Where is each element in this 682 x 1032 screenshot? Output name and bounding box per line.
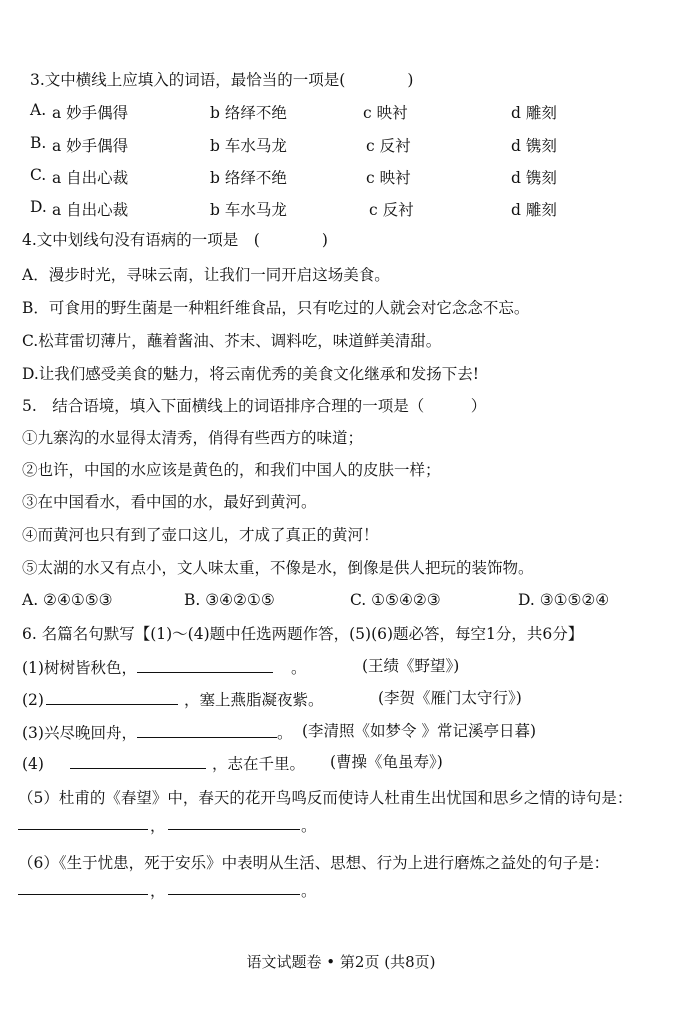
option-label: D. <box>30 198 47 216</box>
option-b-word: b 络绎不绝 <box>210 169 287 187</box>
option-c-word: c 映衬 <box>363 104 408 122</box>
q6-item-1 <box>22 656 306 678</box>
option-a-word: a 自出心裁 <box>52 201 129 219</box>
q4-option-c: C.松茸雷切薄片，蘸着酱油、芥末、调料吃，味道鲜美清甜。 <box>22 332 442 350</box>
comma: ， <box>150 817 166 835</box>
q4-option-b: B．可食用的野生菌是一种粗纤维食品，只有吃过的人就会对它念念不忘。 <box>22 299 530 317</box>
item-suffix: ，塞上燕脂凝夜紫。 <box>183 691 324 709</box>
q3-option-b <box>30 134 650 154</box>
item-suffix: 。 <box>290 659 307 677</box>
q6-item-3 <box>22 721 292 743</box>
answer-blank[interactable] <box>168 894 300 895</box>
option-d-word: d 雕刻 <box>511 201 557 219</box>
q5-choice-d: D. ③①⑤②④ <box>518 591 610 609</box>
page-footer: 语文试题卷 • 第2页 (共8页) <box>246 953 436 971</box>
q5-choice-b: B. ③④②①⑤ <box>184 591 275 609</box>
q6-item-4-source: (曹操《龟虽寿》) <box>330 753 443 771</box>
q5-choice-c: C. ①⑤④②③ <box>350 591 441 609</box>
q6-item-5: （5）杜甫的《春望》中，春天的花开鸟鸣反而使诗人杜甫生出忧国和思乡之情的诗句是： <box>18 789 633 807</box>
q5-sentence-4: ④而黄河也只有到了壶口这儿，才成了真正的黄河！ <box>22 526 379 544</box>
option-c-word: c 反衬 <box>369 201 414 219</box>
answer-blank[interactable] <box>137 721 277 738</box>
q3-stem: 3.文中横线上应填入的词语，最恰当的一项是( ) <box>30 71 414 89</box>
q6-stem: 6. 名篇名句默写【(1)～(4)题中任选两题作答，(5)(6)题必答，每空1分，共6分】 <box>22 625 584 643</box>
q6-item-4 <box>22 752 305 774</box>
item-suffix: 。 <box>276 724 293 742</box>
answer-blank[interactable] <box>70 752 206 769</box>
option-c-word: c 反衬 <box>366 137 411 155</box>
period: 。 <box>301 882 317 900</box>
q6-item-6: （6）《生于忧患，死于安乐》中表明从生活、思想、行为上进行磨炼之益处的句子是： <box>18 854 610 872</box>
q3-option-c <box>30 166 650 186</box>
q5-sentence-3: ③在中国看水，看中国的水，最好到黄河。 <box>22 493 317 511</box>
option-a-word: a 妙手偶得 <box>52 104 129 122</box>
option-a-word: a 自出心裁 <box>52 169 129 187</box>
answer-blank[interactable] <box>18 894 148 895</box>
q3-option-d <box>30 198 650 218</box>
option-d-word: d 镌刻 <box>511 169 557 187</box>
answer-blank[interactable] <box>46 688 178 705</box>
item-prefix: (2) <box>22 691 44 709</box>
q3-option-a <box>30 101 650 121</box>
period: 。 <box>301 817 317 835</box>
comma: ， <box>150 882 166 900</box>
q5-sentence-5: ⑤太湖的水又有点小，文人味太重，不像是水，倒像是供人把玩的装饰物。 <box>22 559 534 577</box>
q5-stem: 5. 结合语境，填入下面横线上的词语排序合理的一项是（ ） <box>22 397 487 415</box>
option-label: A. <box>30 101 47 119</box>
q5-choice-a: A. ②④①⑤③ <box>22 591 113 609</box>
answer-blank[interactable] <box>168 829 300 830</box>
item-prefix: (1)树树皆秋色， <box>22 659 137 677</box>
option-d-word: d 镌刻 <box>511 137 557 155</box>
option-d-word: d 雕刻 <box>511 104 557 122</box>
option-b-word: b 车水马龙 <box>210 137 287 155</box>
item-prefix: (3)兴尽晚回舟， <box>22 724 137 742</box>
answer-blank[interactable] <box>137 656 273 673</box>
q6-item-2-source: (李贺《雁门太守行》) <box>378 689 522 707</box>
option-b-word: b 络绎不绝 <box>210 104 287 122</box>
q4-option-a: A．漫步时光，寻味云南，让我们一同开启这场美食。 <box>22 266 390 284</box>
option-label: C. <box>30 166 47 184</box>
q6-item-3-source: (李清照《如梦令 》常记溪亭日暮) <box>302 722 537 740</box>
option-b-word: b 车水马龙 <box>210 201 287 219</box>
q5-sentence-2: ②也许，中国的水应该是黄色的，和我们中国人的皮肤一样； <box>22 461 441 479</box>
q4-option-d: D.让我们感受美食的魅力，将云南优秀的美食文化继承和发扬下去! <box>22 365 480 383</box>
q5-choices <box>22 591 642 611</box>
option-c-word: c 映衬 <box>366 169 411 187</box>
item-prefix: (4) <box>22 755 44 773</box>
item-suffix: ，志在千里。 <box>211 755 305 773</box>
q6-item-1-source: (王绩《野望》) <box>362 657 460 675</box>
option-a-word: a 妙手偶得 <box>52 137 129 155</box>
option-label: B. <box>30 134 47 152</box>
answer-blank[interactable] <box>18 829 148 830</box>
q5-sentence-1: ①九寨沟的水显得太清秀，俏得有些西方的味道； <box>22 429 364 447</box>
q6-item-2 <box>22 688 323 710</box>
q4-stem: 4.文中划线句没有语病的一项是 ( ) <box>22 231 328 249</box>
